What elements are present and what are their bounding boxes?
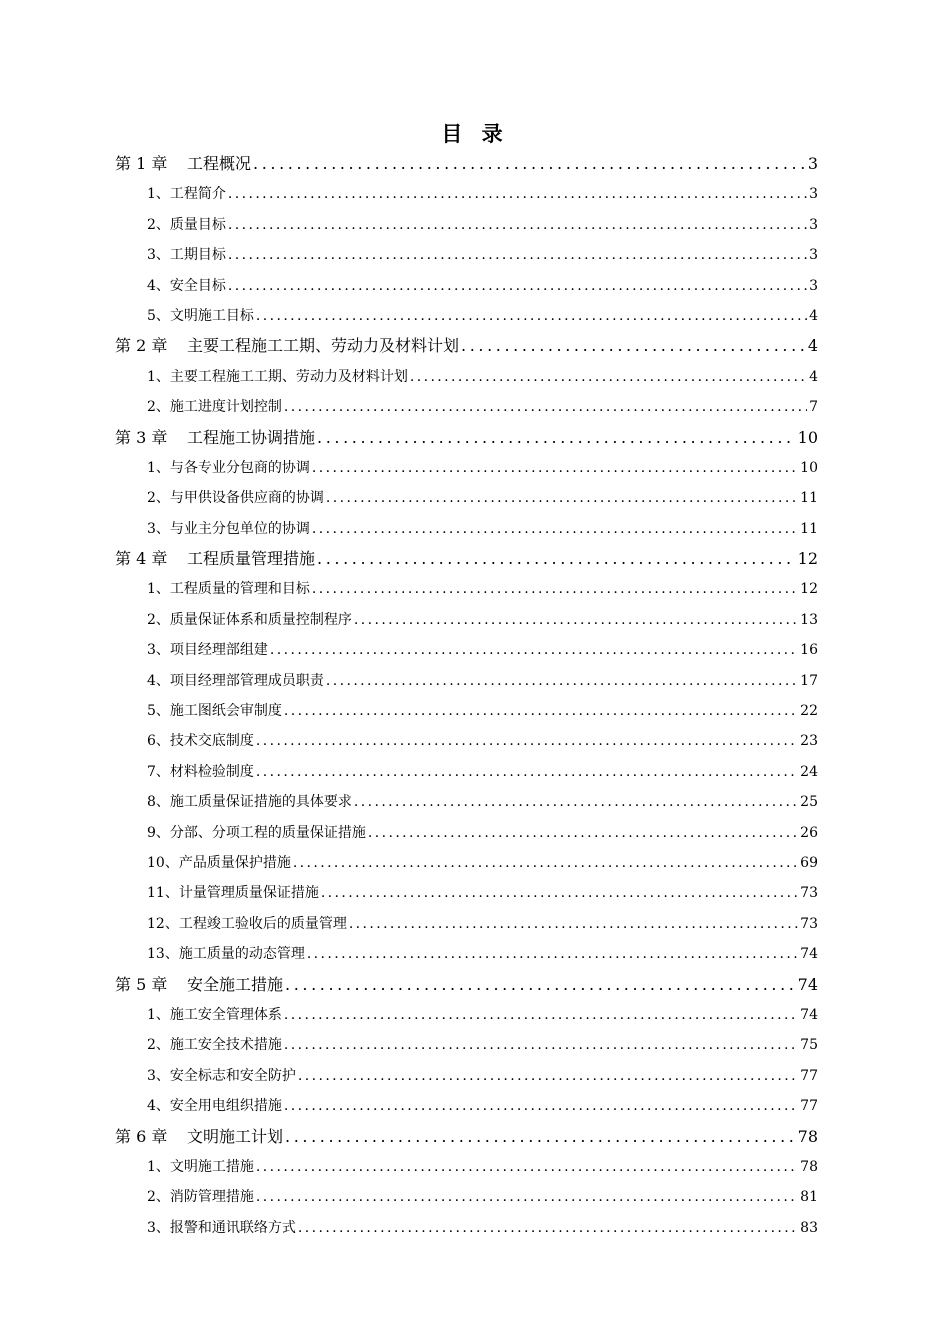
toc-section-entry[interactable] — [115, 696, 818, 726]
toc-section-entry[interactable] — [115, 666, 818, 696]
toc-dot-leader — [354, 605, 798, 635]
toc-dot-leader — [354, 787, 798, 817]
toc-section-entry[interactable] — [115, 1213, 818, 1243]
toc-chapter-entry[interactable] — [115, 544, 818, 574]
toc-entry-label: 5、文明施工目标 — [147, 307, 254, 324]
toc-page-number: 22 — [800, 703, 818, 720]
toc-page-number: 16 — [800, 642, 818, 659]
toc-entry-label: 2、与甲供设备供应商的协调 — [147, 490, 324, 507]
toc-section-entry[interactable] — [115, 605, 818, 635]
toc-page-number: 77 — [800, 1098, 818, 1115]
toc-page-number: 17 — [800, 672, 818, 689]
toc-entry-label: 12、工程竣工验收后的质量管理 — [147, 915, 347, 932]
toc-section-entry[interactable] — [115, 271, 818, 301]
toc-dot-leader — [368, 818, 798, 848]
toc-section-entry[interactable] — [115, 848, 818, 878]
toc-section-entry[interactable] — [115, 757, 818, 787]
toc-page-number: 10 — [797, 427, 818, 447]
toc-entry-label: 1、文明施工措施 — [147, 1158, 254, 1175]
toc-dot-leader — [326, 483, 798, 513]
toc-entry-label: 2、施工进度计划控制 — [147, 399, 282, 416]
toc-dot-leader — [228, 240, 807, 270]
toc-entry-label: 1、工程简介 — [147, 186, 226, 203]
toc-page-number: 78 — [800, 1158, 818, 1175]
toc-dot-leader — [293, 848, 798, 878]
toc-page-number: 73 — [800, 915, 818, 932]
toc-entry-label: 3、工期目标 — [147, 247, 226, 264]
toc-dot-leader — [321, 878, 798, 908]
toc-entry-label: 4、安全用电组织措施 — [147, 1098, 282, 1115]
toc-entry-label: 10、产品质量保护措施 — [147, 854, 291, 871]
toc-section-entry[interactable] — [115, 514, 818, 544]
toc-entry-label: 11、计量管理质量保证措施 — [147, 885, 319, 902]
toc-entry-label: 工程质量管理措施 — [187, 549, 316, 569]
toc-dot-leader — [256, 301, 807, 331]
toc-dot-leader — [410, 362, 807, 392]
toc-dot-leader — [317, 423, 796, 453]
toc-dot-leader — [298, 1213, 798, 1243]
toc-dot-leader — [253, 149, 806, 179]
toc-chapter-entry[interactable] — [115, 970, 818, 1000]
toc-page-number: 73 — [800, 885, 818, 902]
toc-dot-leader — [228, 271, 807, 301]
toc-entry-label: 主要工程施工工期、劳动力及材料计划 — [187, 336, 460, 356]
toc-entry-label: 1、工程质量的管理和目标 — [147, 581, 310, 598]
toc-title: 目 录 — [441, 121, 509, 146]
toc-page-number: 74 — [800, 946, 818, 963]
toc-entry-label: 2、质量目标 — [147, 216, 226, 233]
toc-dot-leader — [312, 574, 798, 604]
toc-section-entry[interactable] — [115, 1061, 818, 1091]
toc-page-number: 7 — [809, 399, 818, 416]
toc-dot-leader — [326, 666, 798, 696]
toc-page-number: 10 — [800, 459, 818, 476]
toc-section-entry[interactable] — [115, 878, 818, 908]
toc-entry-label: 3、报警和通讯联络方式 — [147, 1219, 296, 1236]
toc-entry-label: 工程概况 — [187, 154, 252, 173]
toc-entry-label: 4、安全目标 — [147, 277, 226, 294]
toc-entry-label: 5、施工图纸会审制度 — [147, 703, 282, 720]
toc-page-number: 13 — [800, 611, 818, 628]
toc-chapter-number: 第 3 章 — [115, 427, 168, 447]
toc-section-entry[interactable] — [115, 1182, 818, 1212]
toc-chapter-number: 第 6 章 — [115, 1126, 168, 1146]
toc-page-number: 3 — [809, 247, 818, 264]
toc-dot-leader — [312, 514, 798, 544]
toc-section-entry[interactable] — [115, 726, 818, 756]
toc-chapter-number: 第 2 章 — [115, 336, 168, 356]
toc-entry-label: 9、分部、分项工程的质量保证措施 — [147, 824, 366, 841]
toc-entry-label: 3、与业主分包单位的协调 — [147, 520, 310, 537]
toc-dot-leader — [285, 970, 796, 1000]
toc-dot-leader — [307, 939, 798, 969]
toc-page-number: 3 — [809, 216, 818, 233]
toc-dot-leader — [312, 453, 798, 483]
toc-dot-leader — [256, 757, 798, 787]
toc-entry-label: 1、施工安全管理体系 — [147, 1006, 282, 1023]
toc-dot-leader — [298, 1061, 798, 1091]
toc-dot-leader — [256, 1152, 798, 1182]
toc-dot-leader — [284, 392, 807, 422]
toc-entry-label: 2、消防管理措施 — [147, 1189, 254, 1206]
toc-chapter-entry[interactable] — [115, 423, 818, 453]
toc-dot-leader — [256, 1182, 798, 1212]
toc-section-entry[interactable] — [115, 179, 818, 209]
toc-section-entry[interactable] — [115, 362, 818, 392]
toc-page-number: 11 — [800, 490, 818, 507]
toc-dot-leader — [285, 1122, 796, 1152]
toc-dot-leader — [284, 1030, 798, 1060]
toc-page-number: 4 — [809, 368, 818, 385]
toc-section-entry[interactable] — [115, 1030, 818, 1060]
toc-section-entry[interactable] — [115, 240, 818, 270]
toc-dot-leader — [284, 696, 798, 726]
toc-dot-leader — [284, 1000, 798, 1030]
toc-entry-label: 安全施工措施 — [187, 974, 284, 994]
toc-chapter-entry[interactable] — [115, 331, 818, 361]
toc-dot-leader — [270, 635, 798, 665]
toc-chapter-number: 第 5 章 — [115, 974, 168, 994]
toc-dot-leader — [256, 726, 798, 756]
toc-section-entry[interactable] — [115, 1152, 818, 1182]
toc-page-number: 69 — [800, 854, 818, 871]
toc-section-entry[interactable] — [115, 574, 818, 604]
toc-page-number: 25 — [800, 794, 818, 811]
toc-dot-leader — [349, 909, 798, 939]
toc-page-number: 12 — [797, 549, 818, 569]
toc-page-number: 3 — [807, 154, 818, 173]
toc-page-number: 4 — [807, 336, 818, 356]
toc-entry-label: 工程施工协调措施 — [187, 427, 316, 447]
toc-chapter-entry[interactable] — [115, 149, 818, 179]
toc-section-entry[interactable] — [115, 392, 818, 422]
toc-dot-leader — [228, 179, 807, 209]
toc-page-number: 26 — [800, 824, 818, 841]
toc-chapter-entry[interactable] — [115, 1122, 818, 1152]
toc-entry-label: 8、施工质量保证措施的具体要求 — [147, 794, 352, 811]
toc-page-number: 24 — [800, 763, 818, 780]
toc-entry-label: 1、与各专业分包商的协调 — [147, 459, 310, 476]
toc-entry-label: 3、项目经理部组建 — [147, 642, 268, 659]
toc-section-entry[interactable] — [115, 909, 818, 939]
toc-section-entry[interactable] — [115, 939, 818, 969]
toc-page-number: 23 — [800, 733, 818, 750]
toc-chapter-number: 第 4 章 — [115, 549, 168, 569]
toc-section-entry[interactable] — [115, 210, 818, 240]
toc-page-number: 75 — [800, 1037, 818, 1054]
toc-page-number: 83 — [800, 1219, 818, 1236]
toc-list — [115, 149, 818, 1243]
toc-entry-label: 7、材料检验制度 — [147, 763, 254, 780]
toc-entry-label: 6、技术交底制度 — [147, 733, 254, 750]
toc-section-entry[interactable] — [115, 635, 818, 665]
toc-entry-label: 13、施工质量的动态管理 — [147, 946, 305, 963]
toc-entry-label: 2、施工安全技术措施 — [147, 1037, 282, 1054]
toc-section-entry[interactable] — [115, 483, 818, 513]
toc-chapter-number: 第 1 章 — [115, 154, 168, 173]
toc-dot-leader — [228, 210, 807, 240]
toc-page-number: 74 — [800, 1006, 818, 1023]
toc-page-number: 3 — [809, 277, 818, 294]
toc-entry-label: 2、质量保证体系和质量控制程序 — [147, 611, 352, 628]
toc-section-entry[interactable] — [115, 453, 818, 483]
toc-section-entry[interactable] — [115, 818, 818, 848]
toc-section-entry[interactable] — [115, 1000, 818, 1030]
toc-entry-label: 文明施工计划 — [187, 1126, 284, 1146]
toc-entry-label: 1、主要工程施工工期、劳动力及材料计划 — [147, 368, 408, 385]
toc-page-number: 77 — [800, 1067, 818, 1084]
toc-page-number: 3 — [809, 186, 818, 203]
toc-page-number: 78 — [797, 1126, 818, 1146]
toc-section-entry[interactable] — [115, 1091, 818, 1121]
toc-section-entry[interactable] — [115, 301, 818, 331]
toc-page-number: 12 — [800, 581, 818, 598]
toc-page-number: 74 — [797, 974, 818, 994]
toc-dot-leader — [284, 1091, 798, 1121]
toc-page-number: 4 — [809, 307, 818, 324]
toc-page-number: 81 — [800, 1189, 818, 1206]
toc-page-number: 11 — [800, 520, 818, 537]
toc-section-entry[interactable] — [115, 787, 818, 817]
toc-entry-label: 4、项目经理部管理成员职责 — [147, 672, 324, 689]
toc-entry-label: 3、安全标志和安全防护 — [147, 1067, 296, 1084]
toc-dot-leader — [317, 544, 796, 574]
toc-dot-leader — [461, 331, 806, 361]
